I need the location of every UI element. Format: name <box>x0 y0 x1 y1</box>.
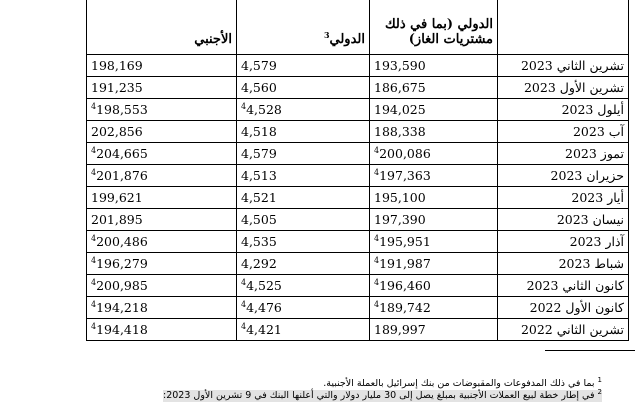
table-row <box>87 275 629 297</box>
international-value-cell: $^4$4,528 <box>237 99 370 121</box>
footnote-2: $^2$ في إطار خطة لبيع العملات الأجنبية بمبلغ يصل إلى 30 مليار دولار والتي أعلنها البنك في 9 تشرين الأول 2023: <box>163 388 602 401</box>
table-row <box>87 55 629 77</box>
month-cell: كانون الأول 2022 <box>498 297 629 319</box>
month-cell: تموز 2023 <box>498 143 629 165</box>
foreign-value-cell: $^4$201,876 <box>87 165 237 187</box>
foreign-value-cell: $^4$194,418 <box>87 319 237 341</box>
footnote-mark: 4 <box>241 278 247 287</box>
foreign-value-cell: $^4$196,279 <box>87 253 237 275</box>
international-gas-value-cell: 189,997 <box>370 319 498 341</box>
international-value-cell: 4,521 <box>237 187 370 209</box>
table-row <box>87 253 629 275</box>
data-table <box>86 0 629 341</box>
header-cell: الأجنبي <box>87 0 237 55</box>
international-value-cell: 4,579 <box>237 143 370 165</box>
footnote-mark: 4 <box>374 146 380 155</box>
foreign-value-cell: $^4$198,553 <box>87 99 237 121</box>
header-cell: الدولي$^3$ <box>237 0 370 55</box>
table-row <box>87 187 629 209</box>
foreign-value-cell: 202,856 <box>87 121 237 143</box>
footnote-separator <box>545 350 635 351</box>
month-cell: كانون الثاني 2023 <box>498 275 629 297</box>
international-value-cell: $^4$4,476 <box>237 297 370 319</box>
month-cell: أيلول 2023 <box>498 99 629 121</box>
international-value-cell: 4,518 <box>237 121 370 143</box>
foreign-value-cell: 191,235 <box>87 77 237 99</box>
footnote-mark: 4 <box>241 322 247 331</box>
table-row <box>87 121 629 143</box>
international-gas-value-cell: $^4$195,951 <box>370 231 498 253</box>
international-gas-value-cell: 188,338 <box>370 121 498 143</box>
foreign-value-cell: 199,621 <box>87 187 237 209</box>
footnote-mark: 4 <box>91 256 97 265</box>
month-cell: تشرين الثاني 2023 <box>498 55 629 77</box>
footnote-mark: 4 <box>374 256 380 265</box>
table-row <box>87 165 629 187</box>
month-cell: شباط 2023 <box>498 253 629 275</box>
international-value-cell: 4,513 <box>237 165 370 187</box>
footnote-mark: 4 <box>91 146 97 155</box>
month-cell: تشرين الأول 2023 <box>498 77 629 99</box>
international-value-cell: 4,579 <box>237 55 370 77</box>
table-row <box>87 231 629 253</box>
table-row <box>87 319 629 341</box>
footnote-mark: 4 <box>91 168 97 177</box>
header-cell <box>498 0 629 55</box>
foreign-value-cell: $^4$200,985 <box>87 275 237 297</box>
table-row <box>87 143 629 165</box>
month-cell: آب 2023 <box>498 121 629 143</box>
footnote-1: $^1$ بما في ذلك المدفوعات والمقبوضات من بنك إسرائيل بالعملة الأجنبية. <box>323 376 602 389</box>
international-gas-value-cell: 186,675 <box>370 77 498 99</box>
month-cell: أيار 2023 <box>498 187 629 209</box>
international-value-cell: $^4$4,421 <box>237 319 370 341</box>
table-row <box>87 297 629 319</box>
foreign-value-cell: $^4$200,486 <box>87 231 237 253</box>
foreign-value-cell: 201,895 <box>87 209 237 231</box>
foreign-value-cell: $^4$204,665 <box>87 143 237 165</box>
footnote-mark: 4 <box>91 102 97 111</box>
international-value-cell: 4,535 <box>237 231 370 253</box>
foreign-value-cell: $^4$194,218 <box>87 297 237 319</box>
international-gas-value-cell: 195,100 <box>370 187 498 209</box>
footnote-mark: 4 <box>374 234 380 243</box>
month-cell: تشرين الثاني 2022 <box>498 319 629 341</box>
international-gas-value-cell: $^4$196,460 <box>370 275 498 297</box>
foreign-value-cell: 198,169 <box>87 55 237 77</box>
international-gas-value-cell: 194,025 <box>370 99 498 121</box>
header-cell: الدولي (بما في ذلك مشتريات الغاز) <box>370 0 498 55</box>
month-cell: آذار 2023 <box>498 231 629 253</box>
footnote-mark: 4 <box>91 278 97 287</box>
footnote-mark: 4 <box>91 300 97 309</box>
table-row <box>87 209 629 231</box>
footnote-mark: 4 <box>374 168 380 177</box>
footnote-mark: 4 <box>241 102 247 111</box>
table-row <box>87 77 629 99</box>
month-cell: نيسان 2023 <box>498 209 629 231</box>
footnote-mark: 4 <box>374 300 380 309</box>
footnote-mark: 4 <box>241 300 247 309</box>
international-gas-value-cell: $^4$191,987 <box>370 253 498 275</box>
table-header-row <box>87 0 629 55</box>
footnote-mark: 4 <box>374 278 380 287</box>
international-gas-value-cell: 193,590 <box>370 55 498 77</box>
international-gas-value-cell: 197,390 <box>370 209 498 231</box>
international-gas-value-cell: $^4$197,363 <box>370 165 498 187</box>
footnote-mark: 4 <box>91 234 97 243</box>
international-gas-value-cell: $^4$200,086 <box>370 143 498 165</box>
international-value-cell: 4,505 <box>237 209 370 231</box>
footnote-mark: 4 <box>91 322 97 331</box>
international-gas-value-cell: $^4$189,742 <box>370 297 498 319</box>
international-value-cell: 4,292 <box>237 253 370 275</box>
international-value-cell: 4,560 <box>237 77 370 99</box>
month-cell: حزيران 2023 <box>498 165 629 187</box>
footnotes <box>163 378 602 402</box>
international-value-cell: $^4$4,525 <box>237 275 370 297</box>
table-row <box>87 99 629 121</box>
